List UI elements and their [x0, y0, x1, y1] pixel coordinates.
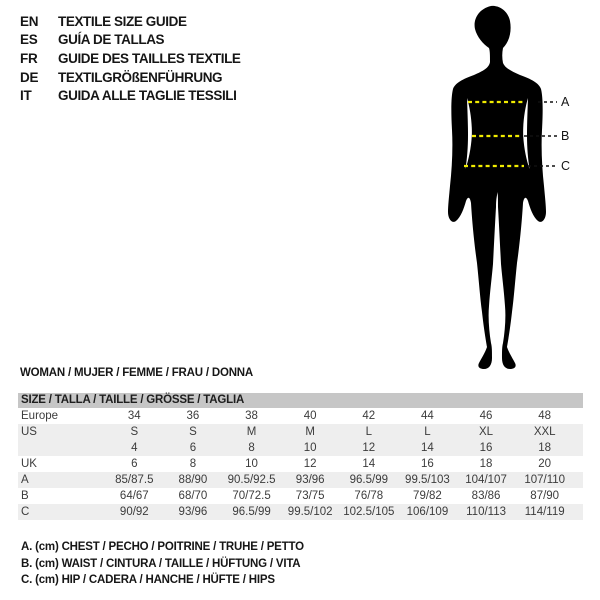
- size-cell: 93/96: [295, 474, 325, 486]
- size-cell: XL: [479, 426, 494, 438]
- size-cell: 42: [362, 410, 376, 422]
- table-row: [18, 456, 583, 472]
- woman-silhouette: [448, 6, 546, 369]
- row-label: B: [21, 490, 29, 502]
- table-row: [18, 424, 583, 440]
- size-cell: 106/109: [406, 506, 449, 518]
- size-cell: 68/70: [178, 490, 208, 502]
- size-cell: 10: [245, 458, 258, 470]
- size-cell: 16: [479, 442, 493, 454]
- size-cell: 8: [248, 442, 255, 454]
- measure-label-a: A: [561, 95, 570, 109]
- size-cell: L: [365, 426, 373, 438]
- row-label: Europe: [21, 410, 59, 422]
- language-code: FR: [20, 50, 38, 66]
- size-cell: 104/107: [465, 474, 507, 486]
- language-title: TEXTILGRÖßENFÜHRUNG: [58, 69, 223, 85]
- table-row: [18, 408, 583, 424]
- size-cell: 20: [538, 458, 552, 470]
- size-cell: 96.5/99: [349, 474, 388, 486]
- table-row: [18, 440, 583, 456]
- language-row: [20, 31, 241, 50]
- size-cell: 48: [538, 410, 552, 422]
- language-code: EN: [20, 13, 39, 29]
- language-row: [20, 86, 241, 105]
- measure-label-b: B: [561, 129, 570, 143]
- size-cell: 99.5/102: [287, 506, 333, 518]
- size-cell: 44: [421, 410, 434, 422]
- size-cell: S: [189, 426, 197, 438]
- size-cell: 18: [538, 442, 552, 454]
- size-cell: 40: [303, 410, 317, 422]
- language-code: DE: [20, 69, 39, 85]
- size-cell: 88/90: [178, 474, 208, 486]
- size-cell: 36: [186, 410, 200, 422]
- size-cell: 99.5/103: [405, 474, 450, 486]
- size-cell: 114/119: [524, 506, 565, 518]
- size-cell: 12: [362, 442, 376, 454]
- language-title: GUÍA DE TALLAS: [58, 32, 165, 48]
- row-label: US: [21, 426, 37, 438]
- size-cell: 12: [303, 458, 317, 470]
- language-title: TEXTILE SIZE GUIDE: [58, 13, 187, 29]
- size-figure: [420, 0, 600, 378]
- section-heading: WOMAN / MUJER / FEMME / FRAU / DONNA: [20, 367, 254, 379]
- size-cell: 10: [303, 442, 317, 454]
- size-cell: 16: [421, 458, 434, 470]
- size-cell: 14: [421, 442, 434, 454]
- measure-label-c: C: [561, 159, 571, 173]
- size-cell: 83/86: [471, 490, 501, 502]
- size-cell: 8: [189, 458, 197, 470]
- size-cell: 73/75: [295, 490, 325, 502]
- legend-item: C. (cm) HIP / CADERA / HANCHE / HÜFTE / HIPS: [21, 574, 275, 587]
- size-cell: S: [130, 426, 139, 438]
- language-row: [20, 49, 241, 68]
- size-cell: 6: [189, 442, 197, 454]
- measure-legend: [21, 541, 304, 591]
- size-cell: 14: [362, 458, 376, 470]
- size-cell: 76/78: [354, 490, 384, 502]
- legend-item: A. (cm) CHEST / PECHO / POITRINE / TRUHE / PETTO: [21, 541, 304, 553]
- size-cell: 34: [127, 410, 141, 422]
- language-title: GUIDA ALLE TAGLIE TESSILI: [58, 88, 237, 104]
- size-cell: 6: [131, 458, 138, 470]
- size-cell: 64/67: [119, 490, 149, 502]
- size-cell: 90.5/92.5: [227, 474, 276, 486]
- size-cell: M: [246, 426, 257, 438]
- row-label: UK: [21, 458, 37, 470]
- size-cell: 85/87.5: [115, 474, 154, 486]
- size-table: [18, 393, 583, 520]
- size-table-header: SIZE / TALLA / TAILLE / GRÖSSE / TAGLIA: [18, 393, 583, 408]
- size-cell: 46: [479, 410, 493, 422]
- size-cell: L: [424, 426, 431, 438]
- row-label: A: [21, 474, 29, 486]
- row-label: C: [21, 506, 30, 518]
- table-row: [18, 504, 583, 520]
- size-cell: 38: [245, 410, 258, 422]
- size-cell: 90/92: [119, 506, 149, 518]
- size-cell: 79/82: [413, 490, 442, 502]
- size-cell: 70/72.5: [232, 490, 271, 502]
- legend-item: B. (cm) WAIST / CINTURA / TAILLE / HÜFTUNG / VITA: [21, 557, 301, 570]
- language-title: GUIDE DES TAILLES TEXTILE: [58, 50, 241, 66]
- language-code: ES: [20, 32, 38, 48]
- size-cell: 102.5/105: [343, 506, 395, 518]
- language-row: [20, 68, 241, 87]
- size-cell: 96.5/99: [232, 506, 271, 518]
- size-cell: M: [305, 426, 315, 438]
- language-row: [20, 12, 241, 31]
- table-row: [18, 472, 583, 488]
- language-list: [20, 12, 241, 105]
- size-cell: 93/96: [178, 506, 208, 518]
- size-figure-svg: [420, 0, 600, 378]
- language-code: IT: [20, 88, 32, 104]
- size-cell: 4: [131, 442, 138, 454]
- size-cell: XXL: [533, 426, 556, 438]
- table-row: [18, 488, 583, 504]
- size-cell: 18: [479, 458, 493, 470]
- size-cell: 107/110: [524, 474, 566, 486]
- size-cell: 87/90: [530, 490, 560, 502]
- size-cell: 110/113: [466, 506, 506, 518]
- size-table-body: [18, 408, 583, 520]
